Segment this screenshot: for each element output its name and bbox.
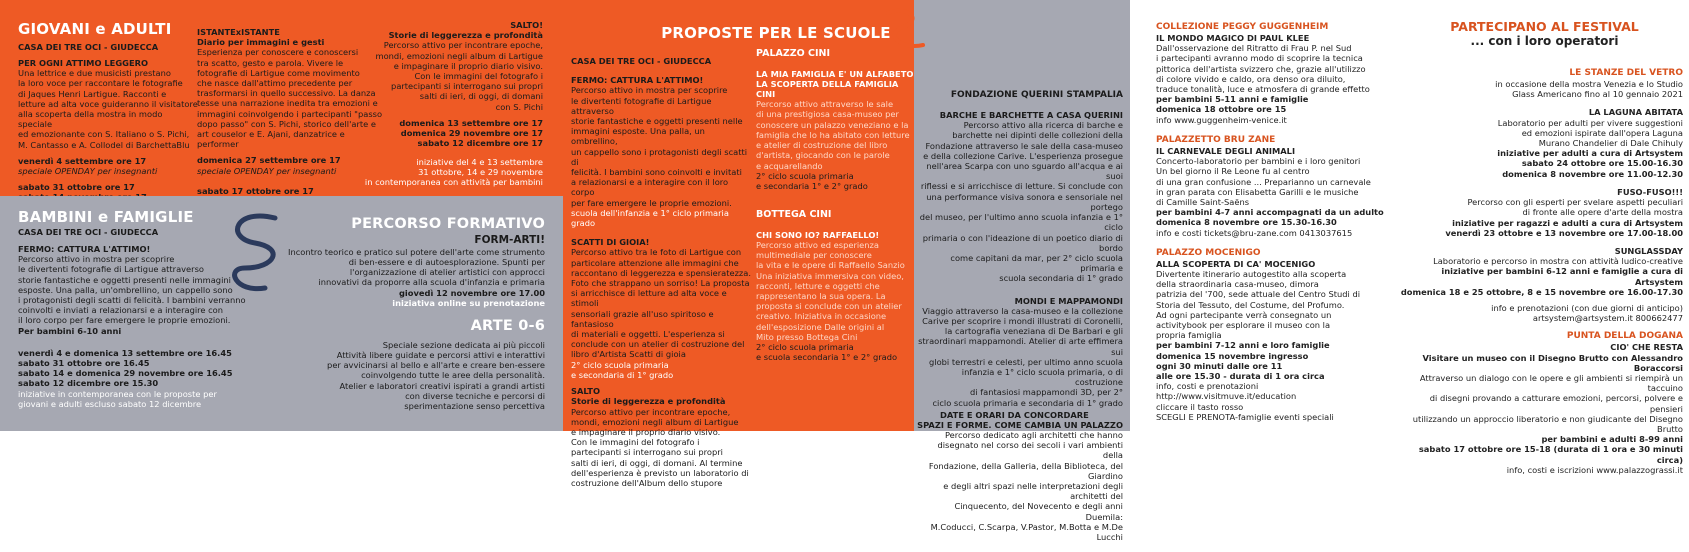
festival-subtitle: ... con i loro operatori [1470, 34, 1619, 49]
bambini-fermo-heading: FERMO: CATTURA L'ATTIMO! [18, 244, 151, 254]
musei-panel [1130, 0, 1400, 431]
bambini-content [18, 244, 278, 409]
sun-body: Laboratorio e percorso in mostra con attività ludico-creative [1433, 256, 1683, 267]
scuole-gioia-body: Percorso attivo tra le foto di Lartigue con particolare attenzione alle immagini che raccontano di leggerezza e spensieratezza. Foto che strappano un sorriso! La proposta si arricchisce di letture ad alta voce e stimoli sensoriali grazie all'uso spiritoso e fantasioso di materiali e oggetti. L'esperienza si conclude con un atelier di costruzione del libro d'Artista Scatti di gioia [571, 247, 751, 360]
formativo-note: iniziativa online su prenotazione [392, 297, 545, 308]
querini-title: FONDAZIONE QUERINI STAMPALIA [950, 90, 1123, 100]
scuole-salto-note: scuola secondaria di 2° grado [571, 488, 695, 499]
laguna-dates: iniziative per adulti a cura di Artsystem sabato 24 ottobre ore 15.00-16.30 domenica 8 novembre ore 11.00-12.30 [1497, 148, 1683, 179]
formativo-title: PERCORSO FORMATIVO [351, 216, 545, 232]
attimo-leggero-heading: PER OGNI ATTIMO LEGGERO [18, 58, 149, 68]
fuso-dates: iniziative per ragazzi e adulti a cura di Artsystem venerdì 23 ottobre e 13 novembre ore 17.00-18.00 [1445, 217, 1683, 238]
musei-content [1156, 22, 1400, 422]
fuso-body: Percorso con gli esperti per svelare aspetti peculiari di fronte alle opere d'arte della mostra [1467, 197, 1683, 218]
raff-note: 2° ciclo scuola primaria e scuola secondaria 1° e 2° grado [756, 342, 898, 363]
laguna-body: Laboratorio per adulti per vivere suggestioni ed emozioni ispirate dall'opera Laguna Murano Chandelier di Dale Chihuly [1497, 117, 1683, 149]
cini-heading: LA MIA FAMIGLIA E' UN ALFABETO LA SCOPERTA DELLA FAMIGLIA CINI [756, 68, 914, 100]
istante-body: Esperienza per conoscere e conoscersi tra scatto, gesto e parola. Vivere le fotografie di Lartigue come movimento che nasce dall'attimo precedente per trasformarsi in quello successivo. La danza tesse una narrazione inedita tra emozioni e immagini coinvolgendo i partecipanti "passo dopo passo" con S. Pichi, storico dell'arte e art couselor e E. Ajani, danzatrice e performer [197, 47, 383, 150]
peggy-heading: IL MONDO MAGICO DI PAUL KLEE [1156, 33, 1310, 44]
bambini-dates: venerdì 4 e domenica 13 settembre ore 16.45 sabato 31 ottobre ore 16.45 sabato 14 e domenica 29 novembre ore 16.45 sabato 12 dicembre ore 15.30 [18, 347, 233, 389]
raff-body: Percorso attivo ed esperienza multimediale per conoscere la vita e le opere di Raffaello Sanzio Una iniziativa immersiva con video, racconti, letture e oggetti che rappresentano la sua opera. La proposta si conclude con un atelier creativo. Iniziativa in occasione dell'esposizione Dalle origini al Mito presso Bottega Cini [756, 239, 905, 342]
bru-heading: IL CARNEVALE DEGLI ANIMALI [1156, 145, 1296, 156]
festival-content [1400, 68, 1683, 475]
attimo-leggero-body: Una lettrice e due musicisti prestano la loro voce per raccontare le fotografie di Jaques Henri Lartigue. Racconti e letture ad alta voce guideranno il visitatore alla scoperta della mostra in modo speciale ed emozionante con S. Italiano o S. Pichi, M. Cantasso e A. Collodel di BarchettaBlu [18, 68, 198, 150]
spazi-body: Percorso dedicato agli architetti che hanno disegnato nel corso dei secoli i vari ambienti della Fondazione, della Galleria, della Biblioteca, del Giardino e degli altri spazi nelle interpretazioni degli architetti del Cinquecento, del Novecento e degli anni Duemila: M.Coducci, C.Scarpa, V.Pastor, M.Botta e M.De Lucchi [928, 429, 1123, 542]
bambini-panel [0, 196, 563, 431]
peggy-info: info www.guggenheim-venice.it [1156, 114, 1287, 125]
mocenigo-title: PALAZZO MOCENIGO [1156, 247, 1261, 258]
bottega-venue: BOTTEGA CINI [756, 209, 832, 221]
formativo-section [250, 216, 545, 308]
peggy-dates: per bambini 5-11 anni e famiglie domenica 18 ottobre ore 15 [1156, 94, 1309, 115]
sun-dates: iniziative per bambini 6-12 anni e famiglie a cura di Artsystem domenica 18 e 25 ottobre, 8 e 15 novembre ore 16.00-17.30 [1400, 266, 1683, 297]
barche-body: Percorso attivo alla ricerca di barche e barchette nei dipinti delle collezioni della Fondazione attraverso le sale della casa-museo e della collezione Carive. L'esperienza prosegue nell'area Scarpa con uno sguardo all'acqua e ai suoi riflessi e si arricchisce di letture. Si conclude con una performance visiva sonora e sensoriale nel portego del museo, per l'ultimo anno scuola infanzia e 1° ciclo primaria o con l'ideazione di un poetico diario di bordo come capitani da mar, per 2° ciclo scuola primaria e scuola secondaria di 1° grado [919, 120, 1123, 284]
bru-body: Concerto-laboratorio per bambini e i loro genitori Un bel giorno il Re Leone fu al centro di una gran confusione ... Preparianno un carnevale in gran parata con Elisabetta Garilli e le musiche di Camille Saint-Saëns [1156, 156, 1371, 207]
bambini-fermo-body: Percorso attivo in mostra per scoprire le divertenti fotografie di Lartigue attraverso storie fantastiche e oggetti presenti nelle immagini esposte. Una palla, un'ombrellino, un cappello sono i protagonisti degli scatti di felicità. I bambini verranno coinvolti e inviati a relazionarsi e a interagire con il loro corpo per fare emergere le proprie emozioni. [18, 254, 246, 326]
attimo-leggero-date-1: venerdì 4 settembre ore 17 [18, 155, 147, 166]
arte06-title: ARTE 0-6 [470, 318, 545, 334]
cini-body: Percorso attivo attraverso le sale di una prestigiosa casa-museo per conoscere un palazzo veneziano e la famiglia che lo ha abitato con letture e atelier di costruzione del libro d'artista, giocando con le parole e acquarellando [756, 99, 910, 171]
scuole-gioia-heading: SCATTI DI GIOIA! [571, 237, 650, 248]
attimo-leggero-date-2: sabato 31 ottobre ore 17 [18, 182, 135, 193]
bambini-venue: CASA DEI TRE OCI - GIUDECCA [18, 227, 159, 237]
scuole-venue: CASA DEI TRE OCI - GIUDECCA [571, 56, 712, 66]
arte06-section [250, 318, 545, 411]
scuole-salto-body: Percorso attivo per incontrare epoche, mondi, emozioni negli album di Lartigue e impaginare il proprio diario visivo. Con le immagini del fotografo i partecipanti si interrogano sui propri salti di ieri, di oggi, di domani. Al termine dell'esperienza è previsto un laboratorio di costruzione dell'Album dello stupore [571, 406, 749, 488]
spazi-heading: SPAZI E FORME. COME CAMBIA UN PALAZZO [917, 419, 1123, 430]
peggy-body: Dall'osservazione del Ritratto di Frau P. nel Sud i partecipanti avranno modo di scoprire la tecnica pittorica dell'artista svizzero che, grazie all'utilizzo di colore vivido e caldo, ora denso ora diluito, traduce tonalità, luce e atmosfera di grande effetto [1156, 43, 1370, 95]
sun-title: SUNGLASSDAY [1614, 245, 1683, 256]
bru-dates: per bambini 4-7 anni accompagnati da un adulto domenica 8 novembre ore 15.30-16.30 [1156, 207, 1384, 228]
attimo-leggero-openday: speciale OPENDAY per insegnanti [18, 166, 158, 177]
scuole-fermo-heading: FERMO: CATTURA L'ATTIMO! [571, 75, 704, 86]
dogana-dates: per bambini e adulti 8-99 anni sabato 17 ottobre ore 15-18 (durata di 1 ora e 30 minuti circa) [1418, 434, 1683, 465]
cini-note: 2° ciclo scuola primaria e secondaria 1° e 2° grado [756, 170, 868, 191]
dogana-heading-2: Visitare un museo con il Disegno Brutto con Alessandro Boraccorsi [1422, 352, 1683, 373]
peggy-title: COLLEZIONE PEGGY GUGGENHEIM [1156, 22, 1329, 32]
scuole-salto-heading: SALTO Storie di leggerezza e profondità [571, 386, 726, 407]
arte06-body: Speciale sezione dedicata ai più piccoli Attività libere guidate e percorsi attivi e interattivi per avvicinarsi al bello e all'arte e creare ben-essere coinvolgendo tutte le aree della personalità. Atelier e laboratori creativi ispirati a grandi artisti con diverse tecniche e percorsi di sperimentazione senso percettiva [327, 339, 545, 412]
salto-heading: SALTO! Storie di leggerezza e profondità [388, 20, 543, 41]
festival-panel [1400, 0, 1689, 475]
scuole-fermo-note: scuola dell'infanzia e 1° ciclo primaria grado [571, 207, 729, 229]
dogana-title: PUNTA DELLA DOGANA [1566, 331, 1683, 342]
dogana-body: Attraverso un dialogo con le opere e gli ambienti si riempirà un taccuino di disegni provando a catturare emozioni, percorsi, polvere e pensieri utilizzando un approccio liberatorio e non giudicante del Disegno Brutto [1412, 373, 1683, 435]
formativo-date: giovedì 12 novembre ore 17.00 [398, 287, 545, 298]
scuole-title: PROPOSTE PER LE SCUOLE [661, 24, 891, 42]
istante-date-2: sabato 17 ottobre ore 17 [197, 185, 314, 196]
giovani-title: GIOVANI e ADULTI [18, 20, 172, 38]
bambini-age: Per bambini 6-10 anni [18, 325, 122, 336]
bru-title: PALAZZETTO BRU ZANE [1156, 134, 1276, 145]
salto-dates: domenica 13 settembre ore 17 domenica 29 novembre ore 17 sabato 12 dicembre ore 17 [399, 117, 543, 149]
bambini-note: iniziative in contemporanea con le proposte per giovani e adulti escluso sabato 12 dicembre [18, 388, 217, 409]
giovani-contemporanea-note: iniziative del 4 e 13 settembre 31 ottobre, 14 e 29 novembre in contemporanea con attività per bambini [364, 157, 543, 188]
vetro-title: LE STANZE DEL VETRO [1569, 68, 1683, 78]
raff-heading: CHI SONO IO? RAFFAELLO! [756, 229, 880, 240]
mocenigo-body: Divertente itinerario autogestito alla scoperta della straordinaria casa-museo, dimora patrizia del '700, sede attuale del Centro Studi di Storia del Tessuto, del Costume, del Profumo. Ad ogni partecipante verrà consegnato un activitybook per esplorare il museo con la propria famiglia [1156, 269, 1361, 341]
bru-info: info e costi tickets@bru-zane.com 0413037615 [1156, 227, 1353, 238]
scuole-col-2 [756, 48, 916, 362]
querini-footer: DATE E ORARI DA CONCORDARE [940, 410, 1089, 420]
giovani-col-3 [360, 20, 543, 148]
mocenigo-info: info, costi e prenotazioni http://www.visitmuve.it/education cliccare il tasto rosso SCEGLI E PRENOTA-famiglie eventi speciali [1156, 381, 1334, 422]
scuole-fermo-body: Percorso attivo in mostra per scoprire le divertenti fotografie di Lartigue attraverso storie fantastiche e oggetti presenti nelle immagini esposte. Una palla, un ombrellino, un cappello sono i protagonisti degli scatti di felicità. I bambini sono coinvolti e invitati a relazionarsi e a interagire con il loro corpo per fare emergere le proprie emozioni. [571, 85, 748, 208]
cini-venue: PALAZZO CINI [756, 48, 831, 59]
bambini-title: BAMBINI e FAMIGLIE [18, 208, 194, 226]
laguna-title: LA LAGUNA ABITATA [1588, 107, 1683, 118]
fuso-title: FUSO-FUSO!!! [1617, 186, 1683, 197]
spazi-note: scuola secondaria di 1° e 2° grado [979, 542, 1123, 552]
giovani-venue: CASA DEI TRE OCI - GIUDECCA [18, 42, 159, 52]
mocenigo-heading: ALLA SCOPERTA DI CA' MOCENIGO [1156, 258, 1316, 269]
dogana-info: info, costi e iscrizioni www.palazzograssi.it [1506, 464, 1683, 475]
istante-date-1: domenica 27 settembre ore 17 [197, 155, 341, 166]
scuole-gioia-note: 2° ciclo scuola primaria e secondaria di 1° grado [571, 359, 674, 380]
giovani-panel [0, 0, 563, 196]
mondi-body: Viaggio attraverso la casa-museo e la collezione Carive per scoprire i mondi illustrati di Coronelli, la cartografia veneziana di De Barbari e gli straordinari mappamondi. Atelier di arte effimera sui globi terrestri e celesti, per ultimo anno scuola infanzia e 1° ciclo scuola primaria, o di costruzione di fantasiosi mappamondi 3D, per 2° ciclo scuola primaria e secondaria di 1° grado [918, 305, 1123, 408]
querini-section [915, 90, 1123, 552]
istante-openday: speciale OPENDAY per insegnanti [197, 165, 337, 176]
vetro-body: in occasione della mostra Venezia e lo Studio Glass Americano fino al 10 gennaio 2021 [1495, 79, 1683, 100]
scuole-col-1 [571, 56, 751, 498]
salto-body: Percorso attivo per incontrare epoche, mondi, emozioni negli album di Lartigue e impaginare il proprio diario visivo. Con le immagini del fotografo i partecipanti si interrogano sui propri salti di ieri, di oggi, di domani con S. Pichi [375, 40, 543, 112]
formativo-subtitle: FORM-ARTI! [474, 233, 545, 246]
istante-heading: ISTANTExISTANTE Diario per immagini e gesti [197, 27, 325, 48]
sun-info: info e prenotazioni (con due giorni di anticipo) artsystem@artsystem.it 800662477 [1491, 302, 1683, 324]
scuole-panel [563, 0, 1130, 552]
giovani-col-1 [18, 58, 198, 203]
dogana-heading: CIO' CHE RESTA [1610, 342, 1683, 353]
formativo-body: Incontro teorico e pratico sul potere dell'arte come strumento di ben-essere e di autoesplorazione. Spunti per l'organizzazione di atelier artistici con approcci innovativi da proporre alla scuola d'infanzia e primaria [288, 246, 545, 288]
mondi-heading: MONDI E MAPPAMONDI [1014, 295, 1123, 306]
festival-title: PARTECIPANO AL FESTIVAL [1450, 19, 1639, 34]
mocenigo-dates: per bambini 7-12 anni e loro famiglie domenica 15 novembre ingresso ogni 30 minuti dalle ore 11 alle ore 15.30 - durata di 1 ora circa [1156, 340, 1330, 382]
festival-header [1400, 19, 1689, 49]
barche-heading: BARCHE E BARCHETTE A CASA QUERINI [939, 110, 1123, 121]
